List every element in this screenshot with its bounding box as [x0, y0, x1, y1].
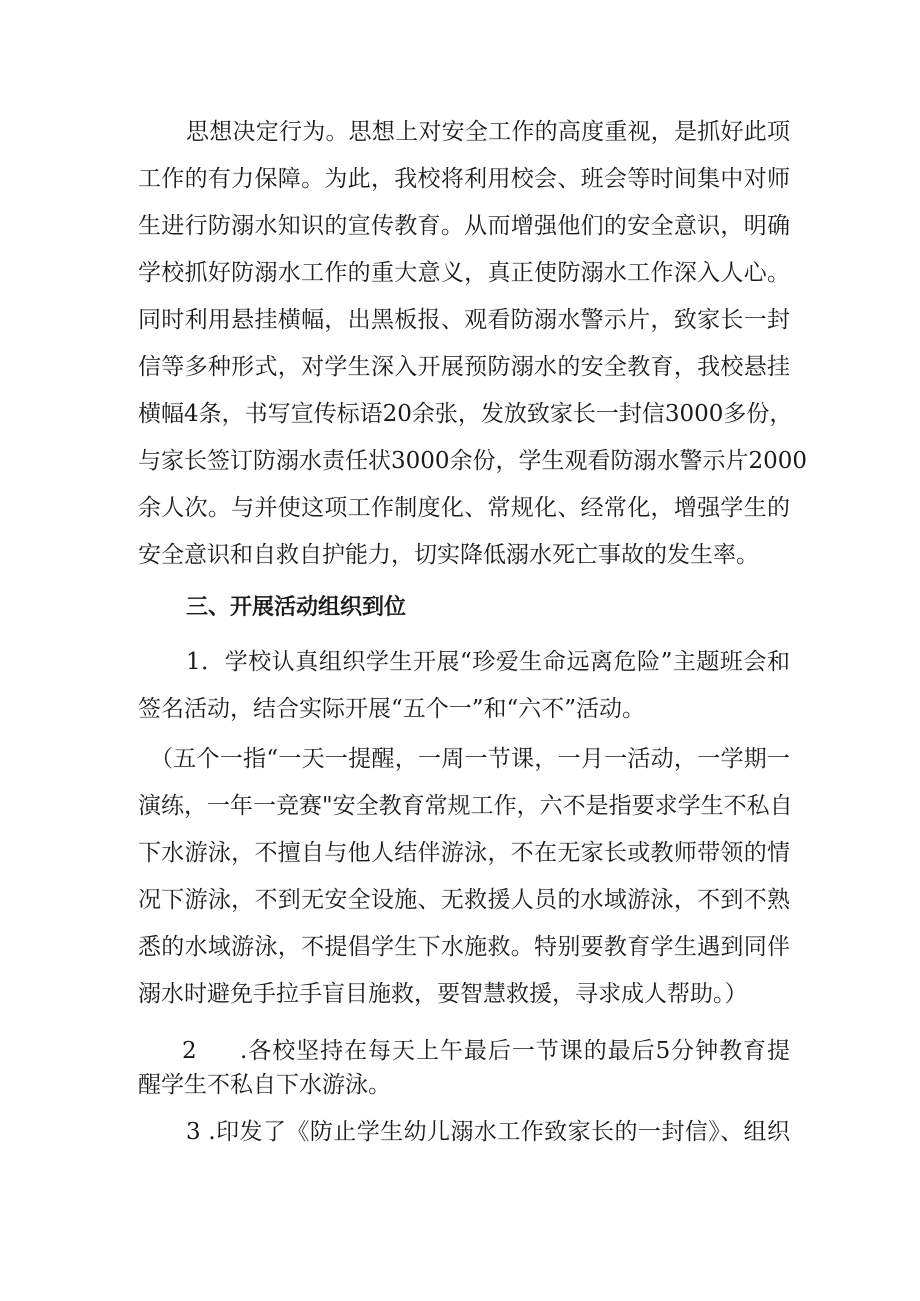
para1-line-5: 同时利用悬挂横幅，出黑板报、观看防溺水警示片，致家长一封	[138, 307, 790, 333]
paren-line-6: 溺水时避免手拉手盲目施救，要智慧救援，寻求成人帮助。）	[138, 981, 748, 1007]
item2-number: 2	[182, 1038, 197, 1064]
para1-line-6: 信等多种形式，对学生深入开展预防溺水的安全教育，我校悬挂	[138, 354, 790, 380]
paren-line-1: （五个一指“一天一提醒，一周一节课，一月一活动，一学期一	[150, 746, 790, 772]
para1-line-4: 学校抓好防溺水工作的重大意义，真正使防溺水工作深入人心。	[138, 260, 790, 286]
para1-line-10: 安全意识和自救自护能力，切实降低溺水死亡事故的发生率。	[138, 542, 759, 568]
para1-line-8: 与家长签订防溺水责任状3000余份，学生观看防溺水警示片2000	[138, 448, 808, 474]
para1-line-3: 生进行防溺水知识的宣传教育。从而增强他们的安全意识，明确	[138, 213, 790, 239]
paren-line-4: 况下游泳，不到无安全设施、无救援人员的水域游泳，不到不熟	[138, 887, 790, 913]
item2-line-2: 醒学生不私自下水游泳。	[138, 1072, 391, 1098]
para1-line-7: 横幅4条，书写宣传标语20余张，发放致家长一封信3000多份，	[138, 401, 793, 427]
para1-line-9: 余人次。与并使这项工作制度化、常规化、经常化，增强学生的	[138, 495, 790, 521]
item3-line-1: 3 .印发了《防止学生幼儿溺水工作致家长的一封信》、组织	[186, 1119, 790, 1145]
paren-line-5: 悉的水域游泳，不提倡学生下水施救。特别要教育学生遇到同伴	[138, 934, 790, 960]
item1-line-1: 1．学校认真组织学生开展“珍爱生命远离危险”主题班会和	[186, 649, 790, 675]
paren-line-3: 下水游泳，不擅自与他人结伴游泳，不在无家长或教师带领的情	[138, 840, 790, 866]
para1-line-2: 工作的有力保障。为此，我校将利用校会、班会等时间集中对师	[138, 166, 790, 192]
paren-line-2: 演练，一年一竞赛"安全教育常规工作，六不是指要求学生不私自	[138, 793, 793, 819]
item1-line-2: 签名活动，结合实际开展“五个一”和“六不”活动。	[138, 696, 646, 722]
para1-line-1: 思想决定行为。思想上对安全工作的高度重视，是抓好此项	[186, 119, 790, 145]
section-heading: 三、开展活动组织到位	[186, 595, 407, 620]
item2-line-1: .各校坚持在每天上午最后一节课的最后5分钟教育提	[240, 1038, 790, 1064]
